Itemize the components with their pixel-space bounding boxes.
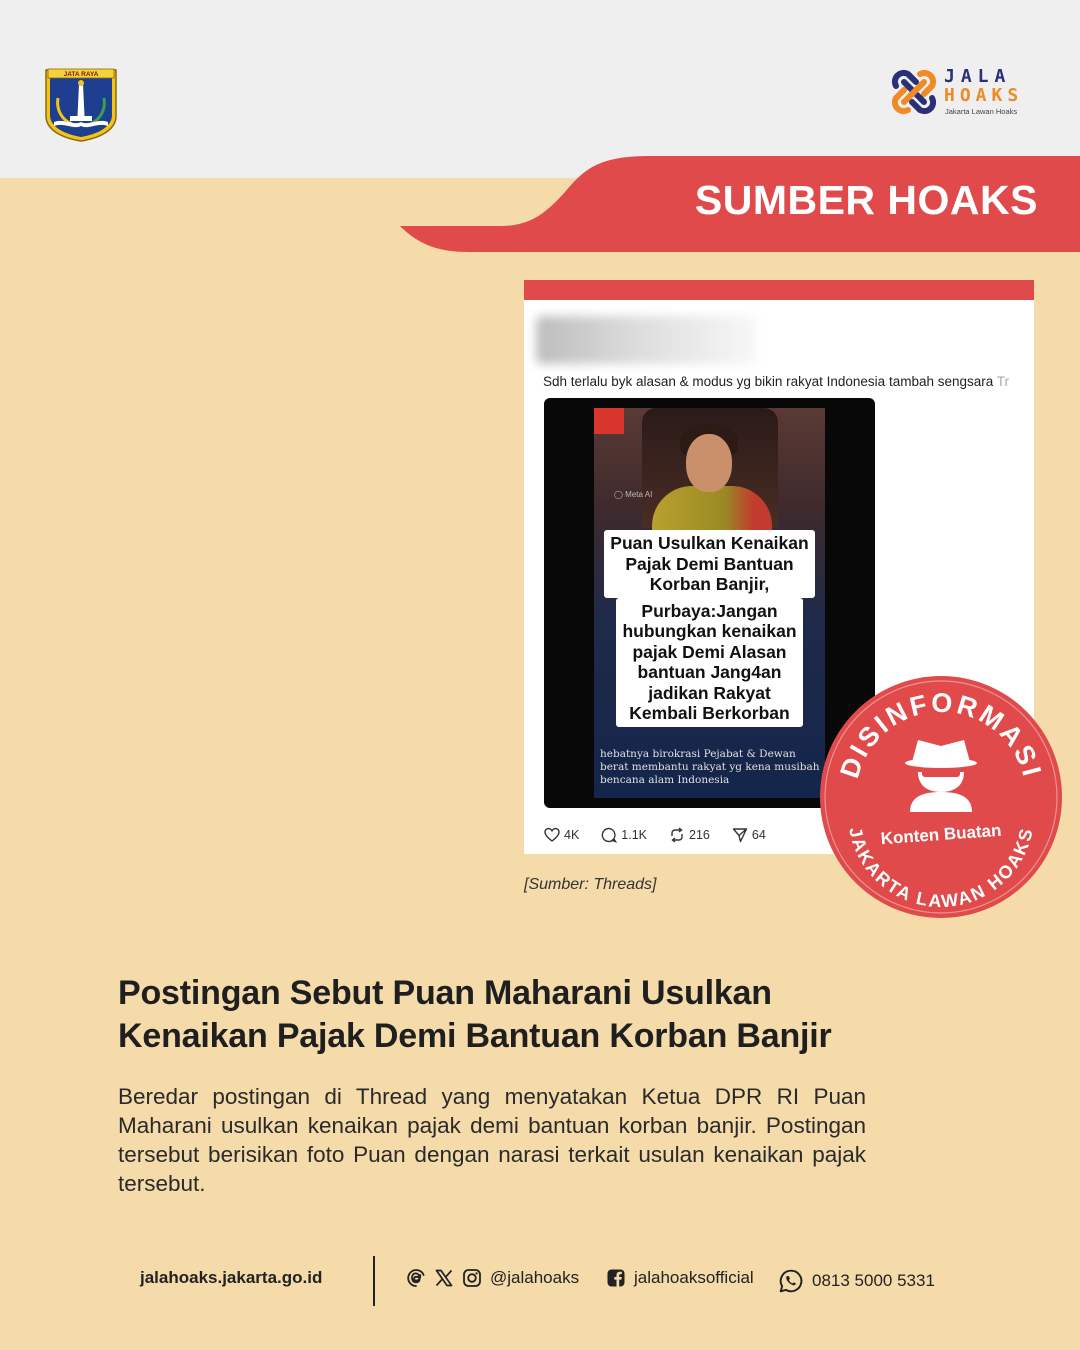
video-caption-block-1: Puan Usulkan Kenaikan Pajak Demi Bantuan Korban Banjir, — [604, 530, 814, 598]
instagram-icon — [462, 1268, 482, 1288]
blurred-username — [536, 316, 756, 364]
facebook-group[interactable] — [606, 1268, 754, 1288]
card-top-bar — [524, 280, 1034, 300]
video-caption-block-2: Purbaya:Jangan hubungkan kenaikan pajak Demi Alasan bantuan Jang4an jadikan Rakyat Kembali Berkorban — [616, 598, 802, 727]
crest-text: JATA RAYA — [63, 71, 99, 78]
comment-icon — [601, 827, 617, 843]
social-handle: @jalahoaks — [490, 1268, 580, 1287]
article-headline: Postingan Sebut Puan Maharani Usulkan Kenaikan Pajak Demi Bantuan Korban Banjir — [118, 974, 832, 1055]
brand-name-line2: HOAKS — [944, 85, 1024, 106]
comment-button[interactable] — [601, 827, 647, 843]
x-icon — [434, 1268, 454, 1288]
footer — [0, 1254, 1080, 1308]
post-text-body: Sdh terlalu byk alasan & modus yg bikin rakyat Indonesia tambah sengsara — [543, 374, 994, 389]
post-text — [543, 372, 1034, 392]
website-link[interactable]: jalahoaks.jakarta.go.id — [140, 1268, 323, 1287]
whatsapp-number: 0813 5000 5331 — [812, 1271, 935, 1290]
video-subtitle: hebatnya birokrasi Pejabat & Dewan berat membantu rakyat yg kena musibah bencana alam Indonesia — [600, 748, 820, 786]
stamp-top-text: DISINFORMASI — [834, 687, 1048, 782]
social-handle-group[interactable] — [406, 1268, 579, 1288]
source-label: [Sumber: Threads] — [524, 876, 657, 893]
disinformasi-stamp — [818, 674, 1064, 920]
repost-button[interactable] — [669, 827, 710, 843]
share-count: 64 — [751, 828, 766, 842]
video-caption — [594, 530, 825, 727]
repost-icon — [669, 827, 685, 843]
jakarta-crest-logo — [44, 66, 118, 142]
whatsapp-group[interactable] — [778, 1268, 935, 1294]
footer-divider — [373, 1256, 375, 1306]
facebook-handle: jalahoaksofficial — [634, 1268, 754, 1287]
jala-hoaks-logo — [888, 66, 1038, 118]
threads-icon — [406, 1268, 426, 1288]
whatsapp-icon — [778, 1268, 804, 1294]
heart-icon — [544, 827, 560, 843]
chain-link-icon — [888, 66, 940, 118]
comment-count: 1.1K — [621, 828, 648, 842]
post-actions — [544, 825, 766, 845]
brand-name-line1: JALA — [944, 66, 1012, 87]
facebook-icon — [606, 1268, 626, 1288]
brand-tagline: Jakarta Lawan Hoaks — [945, 107, 1018, 116]
article-body: Beredar postingan di Thread yang menyatakan Ketua DPR RI Puan Maharani usulkan kenaikan pajak demi bantuan korban banjir. Postingan tersebut berisikan foto Puan dengan narasi terkait usulan kenaikan pajak tersebut. — [118, 1084, 866, 1196]
video-frame: ◯ Meta AI Puan Usulkan Kenaikan Pajak Demi Bantuan Korban Banjir, Purbaya:Jangan hubungkan kenaikan pajak Demi Alasan bantuan Jang4an jadikan Rakyat Kembali Berkorban hebatnya birokrasi Pejabat & Dewan berat membantu rakyat yg kena musibah bencana alam Indonesia — [594, 408, 825, 798]
send-icon — [732, 827, 748, 843]
person-photo — [686, 434, 732, 492]
translate-link[interactable]: Tr — [996, 374, 1010, 389]
repost-count: 216 — [689, 828, 710, 842]
banner-title: SUMBER HOAKS — [694, 177, 1038, 223]
like-count: 4K — [564, 828, 580, 842]
stamp-middle-text: Konten Buatan — [880, 820, 1002, 849]
like-button[interactable] — [544, 827, 579, 843]
stamp-bottom-text: JAKARTA LAWAN HOAKS — [845, 825, 1037, 912]
share-button[interactable] — [732, 827, 766, 843]
